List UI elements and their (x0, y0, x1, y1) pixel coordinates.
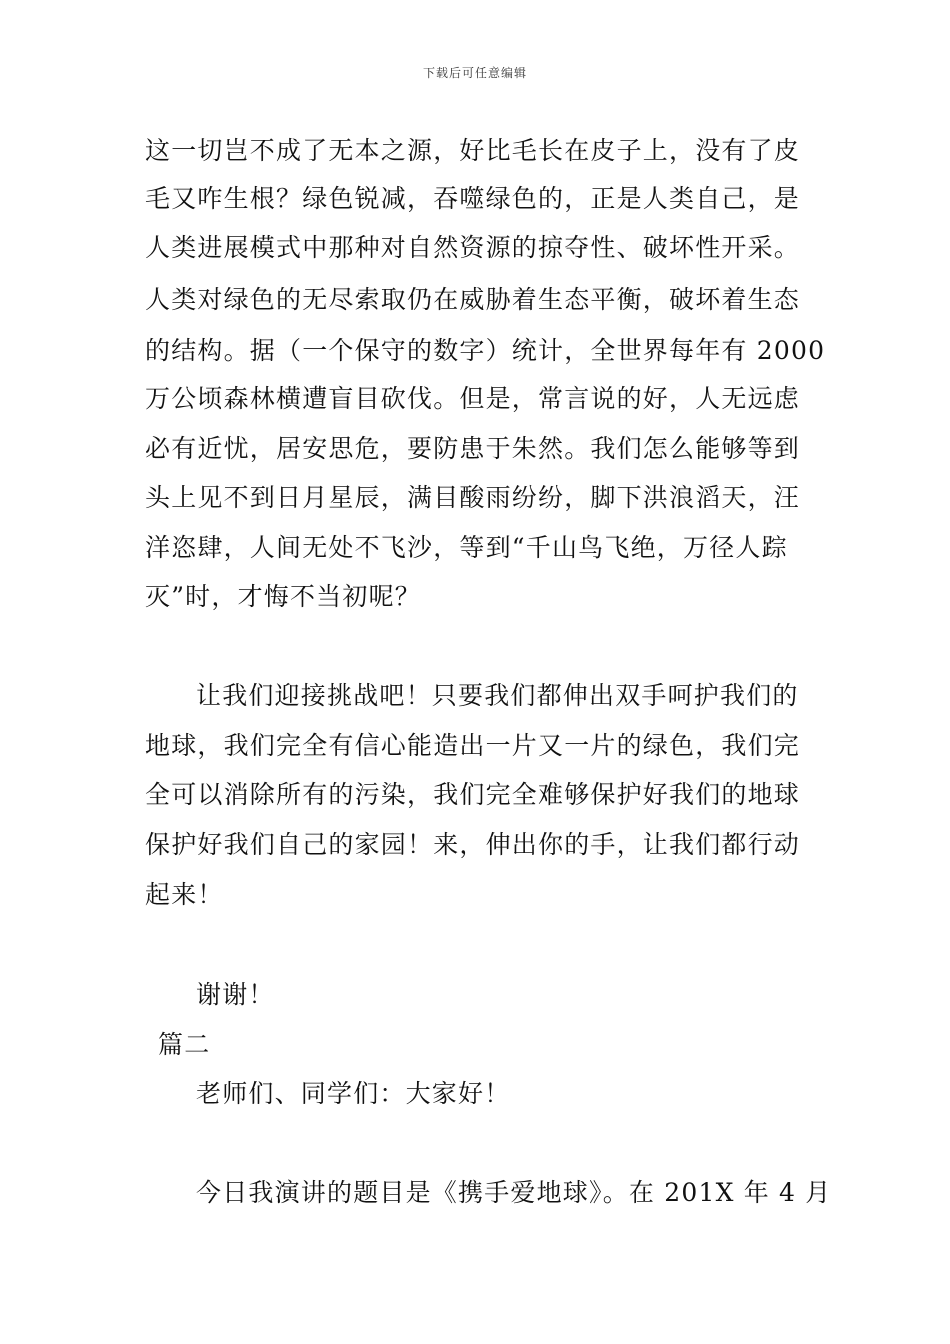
paragraph-line: 头上见不到日月星辰，满目酸雨纷纷，脚下洪浪滔天，汪 (145, 483, 801, 512)
paragraph-line: 洋恣肆，人间无处不飞沙，等到“千山鸟飞绝，万径人踪 (145, 533, 788, 562)
paragraph-line: 灭”时，才悔不当初呢？ (145, 582, 421, 611)
paragraph-line: 毛又咋生根？绿色锐减，吞噬绿色的，正是人类自己，是 (145, 184, 801, 213)
paragraph-line: 人类对绿色的无尽索取仍在威胁着生态平衡，破坏着生态 (145, 285, 801, 314)
paragraph-line: 起来！ (145, 880, 224, 909)
section-title: 篇二 (158, 1030, 211, 1059)
paragraph-line: 人类进展模式中那种对自然资源的掠夺性、破坏性开采。 (145, 233, 801, 262)
paragraph-line: 必有近忧，居安思危，要防患于朱然。我们怎么能够等到 (145, 434, 801, 463)
paragraph-line: 地球，我们完全有信心能造出一片又一片的绿色，我们完 (145, 731, 801, 760)
paragraph-line: 今日我演讲的题目是《携手爱地球》。在 201X 年 4 月 (196, 1178, 832, 1207)
paragraph-line: 让我们迎接挑战吧！只要我们都伸出双手呵护我们的 (196, 681, 799, 710)
paragraph-line: 万公顷森林横遭盲目砍伐。但是，常言说的好，人无远虑 (145, 384, 801, 413)
paragraph-line: 的结构。据（一个保守的数字）统计，全世界每年有 2000 (145, 336, 826, 365)
page-header: 下载后可任意编辑 (422, 66, 527, 80)
thanks-line: 谢谢！ (196, 980, 275, 1009)
paragraph-line: 这一切岂不成了无本之源，好比毛长在皮子上，没有了皮 (145, 136, 801, 165)
paragraph-line: 保护好我们自己的家园！来，伸出你的手，让我们都行动 (145, 830, 801, 859)
paragraph-line: 全可以消除所有的污染，我们完全难够保护好我们的地球 (145, 780, 801, 809)
greeting-line: 老师们、同学们：大家好！ (196, 1079, 511, 1108)
